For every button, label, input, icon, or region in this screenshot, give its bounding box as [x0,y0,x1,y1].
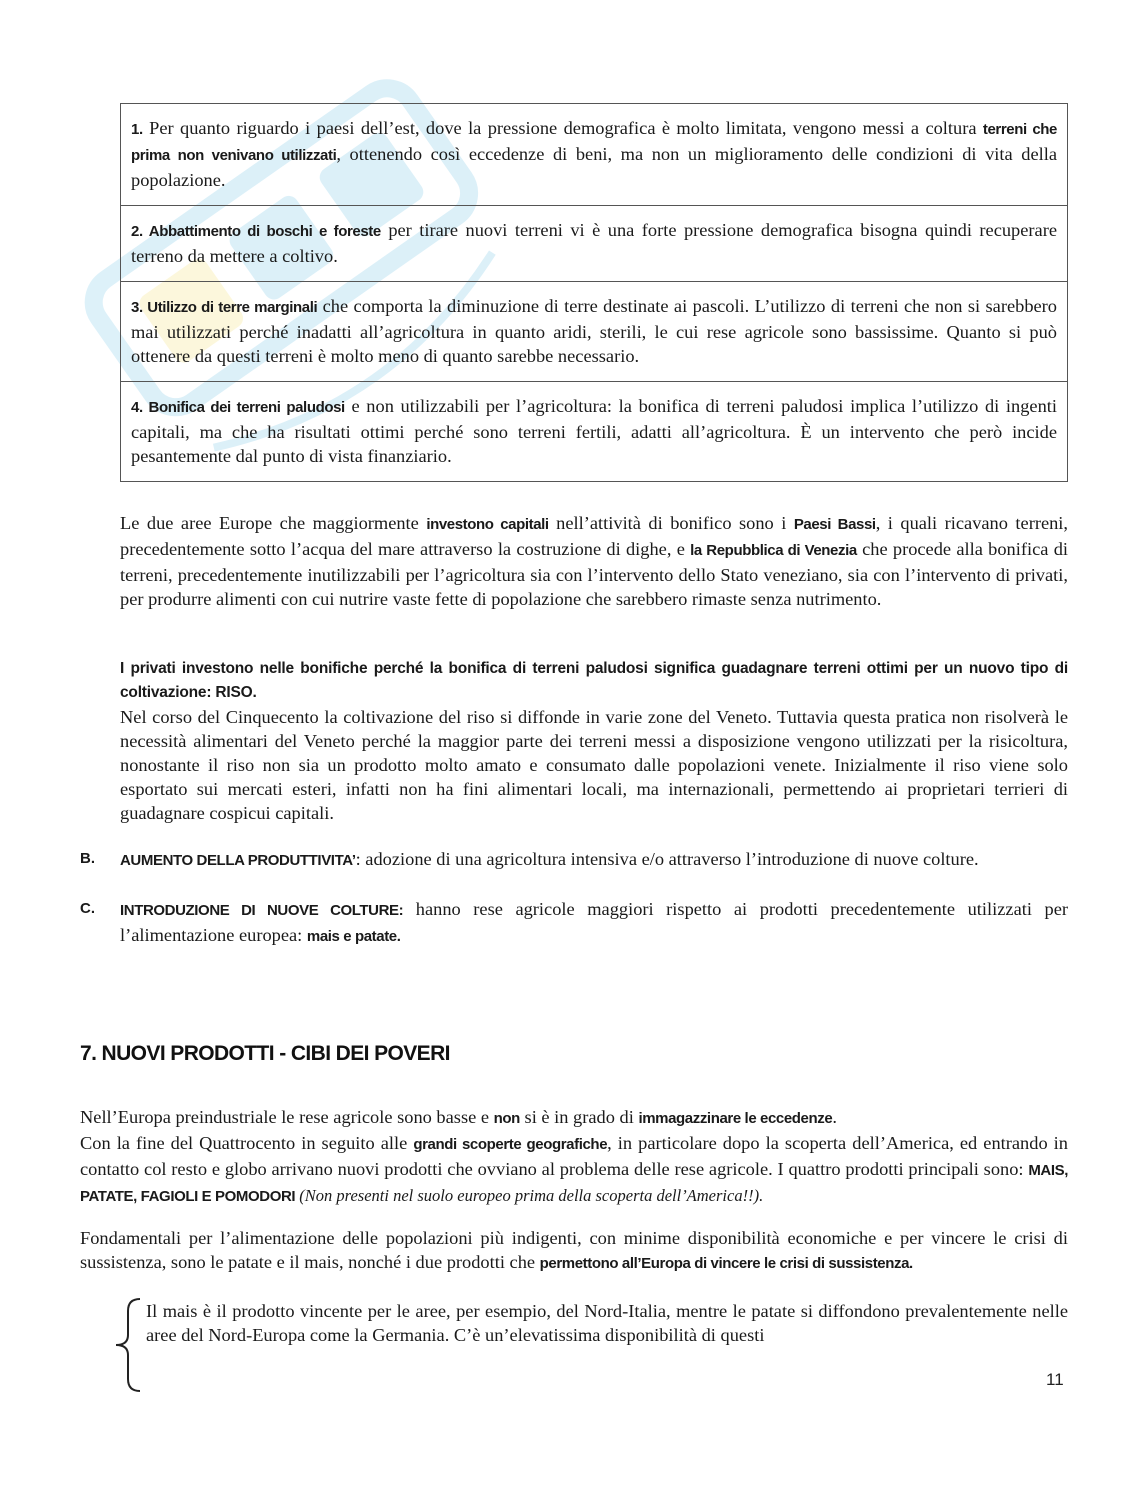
table-row [121,206,1068,282]
p3-line-1 [80,1105,1068,1131]
paragraph-fondamentali [80,1226,1068,1276]
item-b-text [120,847,1068,873]
p3-bold-b: immagazzinare le eccedenze [638,1110,833,1127]
row2-bold: 2. Abbattimento di boschi e foreste [131,223,381,240]
row1-number: 1. [131,121,143,138]
p1-bold-c: la Repubblica di Venezia [690,542,857,559]
p2-bold-statement: I privati investono nelle bonifiche perché la bonifica di terreni paludosi significa guadagnare terreni ottimi per un nuovo tipo di coltivazione: RISO. [120,660,1068,701]
p3-text-c: . [832,1107,837,1127]
row3-bold: 3. Utilizzo di terre marginali [131,299,318,316]
p1-text-c: , i quali ricavano terreni, precedentemente sotto l’acqua del mare attraverso la costruzione di dighe, e [120,513,1069,559]
p3-bold-a: non [493,1110,520,1127]
item-c-letter: C. [80,900,95,917]
p3-bold-d: MAIS, PATATE, FAGIOLI E POMODORI [80,1162,1068,1205]
table-cell-4 [121,382,1068,482]
p1-bold-b: Paesi Bassi [793,516,876,533]
p1-text-a: Le due aree Europe che maggiormente [120,513,427,533]
row3-text: che comporta la diminuzione di terre destinate ai pascoli. L’utilizzo di terreni che non si sarebbero mai utilizzati perché inadatti all’agricoltura in quanto aridi, sterili, le cui rese agricole sono bassissime. Quanto si può ottenere da questi terreni è molto meno di quanto sarebbe necessario. [131,296,1057,366]
item-b-letter: B. [80,850,95,867]
paragraph-bonifiche [120,511,1068,611]
table-row [121,104,1068,206]
row2-text: per tirare nuovi terreni vi è una forte pressione demografica bisogna quindi recuperare terreno da mettere a coltivo. [131,220,1057,266]
row1-text-a: Per quanto riguardo i paesi dell’est, dove la pressione demografica è molto limitata, vengono messi a coltura [142,118,983,138]
page-number: 11 [1046,1370,1064,1389]
p3-text-b: si è in grado di [519,1107,639,1127]
paragraph-riso [120,657,1068,825]
item-b-desc: : adozione di una agricoltura intensiva e/o attraverso l’introduzione di nuove colture. [355,849,979,869]
row4-bold: 4. Bonifica dei terreni paludosi [131,399,345,416]
paragraph-nuovi-prodotti [80,1105,1068,1209]
row1-bold: terreni che prima non venivano utilizzati [131,121,1057,164]
item-c-desc: hanno rese agricole maggiori rispetto ai prodotti precedentemente utilizzati per l’alimentazione europea: [120,899,1068,945]
table-cell-1 [121,104,1068,206]
p1-text-d: che procede alla bonifica di terreni, precedentemente inutilizzabili per l’agricoltura sia con l’intervento dello Stato veneziano, sia con l’intervento di privati, per produrre alimenti con cui nutrire vaste fette di popolazione che sarebbero rimaste senza nutrimento. [120,539,1069,609]
p1-bold-a: investono capitali [426,516,549,533]
p1-text-b: nell’attività di bonifico sono i [548,513,794,533]
p3-text-a: Nell’Europa preindustriale le rese agricole sono basse e [80,1107,494,1127]
p3-text-e: , in particolare dopo la scoperta dell’America, ed entrando in contatto col resto e globo arrivano nuovi prodotti che ovviano al problema delle rese agricole. I quattro prodotti principali sono: [80,1133,1068,1179]
item-b-bold: AUMENTO DELLA PRODUTTIVITA’ [120,852,356,869]
p4-bold: permettono all’Europa di vincere le crisi di sussistenza. [539,1255,913,1272]
p3-bold-c: grandi scoperte geografiche [413,1136,608,1153]
item-c-bold: INTRODUZIONE DI NUOVE COLTURE: [120,902,404,919]
p3-italic: (Non presenti nel suolo europeo prima della scoperta dell’America!!). [295,1186,764,1205]
table-row [121,282,1068,382]
p2-text: Nel corso del Cinquecento la coltivazione del riso si diffonde in varie zone del Veneto. Tuttavia questa pratica non risolverà le necessità alimentari del Veneto perché la maggior parte dei terreni messi a disposizione vengono utilizzati per la risicoltura, nonostante il riso non sia un prodotto molto amato e consumato dalle popolazioni venete. Inizialmente il riso viene solo esportato sui mercati esteri, infatti non ha fini alimentari locali, ma internazionali, permettendo ai proprietari terrieri di guadagnare cospicui capitali. [120,707,1068,823]
table-cell-3 [121,282,1068,382]
row1-text-b: , ottenendo così eccedenze di beni, ma non un miglioramento delle condizioni di vita della popolazione. [131,144,1057,190]
paragraph-mais-patate: Il mais è il prodotto vincente per le aree, per esempio, del Nord-Italia, mentre le patate si diffondono prevalentemente nelle aree del Nord-Europa come la Germania. C’è un’elevatissima disponibilità di questi [146,1301,1068,1345]
table-cell-2 [121,206,1068,282]
section-heading: 7. NUOVI PRODOTTI - CIBI DEI POVERI [80,1042,450,1065]
item-c-text [120,897,1068,949]
p4-text: Fondamentali per l’alimentazione delle popolazioni più indigenti, con minime disponibilità economiche e per vincere le crisi di sussistenza, sono le patate e il mais, nonché i due prodotti che [80,1228,1068,1272]
p3-line-2 [80,1131,1068,1209]
bordered-list-table [120,103,1068,482]
item-c-bold-end: mais e patate. [306,928,401,945]
row4-text: e non utilizzabili per l’agricoltura: la bonifica di terreni paludosi implica l’utilizzo di ingenti capitali, ma che ha risultati ottimi perché sono terreni fertili, adatti all’agricoltura. È un intervento che però incide pesantemente dal punto di vista finanziario. [131,396,1057,466]
table-row [121,382,1068,482]
curly-brace-icon [110,1297,146,1393]
p3-text-d: Con la fine del Quattrocento in seguito alle [80,1133,414,1153]
